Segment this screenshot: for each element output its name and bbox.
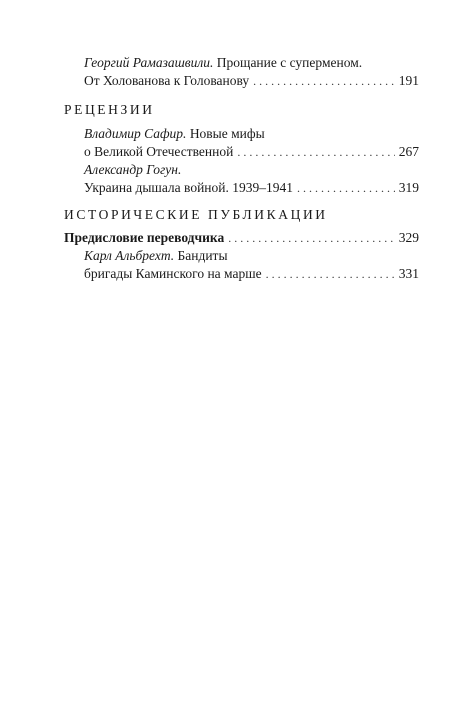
section-heading-historical-publications: ИСТОРИЧЕСКИЕ ПУБЛИКАЦИИ (64, 207, 328, 222)
toc-entry-last-line (84, 143, 419, 161)
dot-leader (237, 143, 394, 161)
dot-leader (266, 265, 395, 283)
toc-page-number: 319 (398, 180, 419, 195)
toc-entry-albrecht[interactable] (84, 247, 419, 283)
toc-entry-first-line (84, 54, 419, 72)
section-heading-reviews: РЕЦЕНЗИИ (64, 102, 155, 117)
toc-entry-author: Владимир Сафир. (84, 126, 187, 141)
toc-entry-title-part: Предисловие переводчика (64, 230, 225, 245)
toc-entry-author: Карл Альбрехт. (84, 248, 175, 263)
toc-entry-author: Александр Гогун. (84, 162, 182, 177)
toc-entry-last-line (84, 72, 419, 90)
toc-page-number: 267 (398, 144, 419, 159)
toc-entry-first-line (84, 247, 419, 265)
toc-entry-safir[interactable] (84, 125, 419, 161)
toc-entry-author: Георгий Рамазашвили. (84, 55, 214, 70)
dot-leader (253, 72, 395, 90)
toc-page-number: 329 (398, 230, 419, 245)
dot-leader (228, 229, 395, 247)
toc-entry-title-part: Новые мифы (186, 126, 265, 141)
toc-entry-first-line (84, 161, 419, 179)
toc-entry-first-line (84, 125, 419, 143)
toc-entry-title-part: Украина дышала войной. 1939–1941 (84, 180, 293, 195)
toc-entry-last-line (84, 265, 419, 283)
toc-page-number: 191 (398, 73, 419, 88)
toc-entry-gogun[interactable] (84, 161, 419, 197)
toc-entry-translator-preface[interactable] (64, 229, 419, 247)
toc-entry-ramazashvili[interactable] (84, 54, 419, 90)
toc-entry-title-part: о Великой Отечественной (84, 144, 234, 159)
dot-leader (297, 179, 395, 197)
toc-page-number: 331 (398, 266, 419, 281)
toc-entry-title-part: От Холованова к Голованову (84, 73, 250, 88)
toc-entry-title-part: Бандиты (174, 248, 228, 263)
toc-entry-last-line (84, 179, 419, 197)
toc-entry-title-part: Прощание с суперменом. (213, 55, 363, 70)
toc-entry-title-part: бригады Каминского на марше (84, 266, 262, 281)
toc-entry-last-line (64, 229, 419, 247)
